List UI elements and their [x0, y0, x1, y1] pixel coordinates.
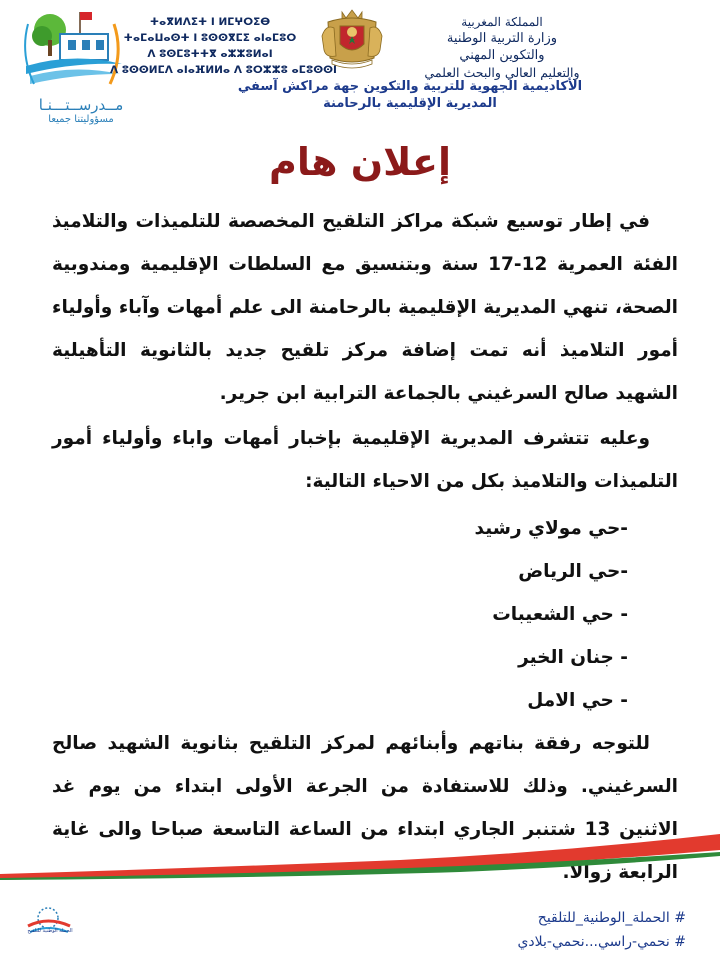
hashtag: # الحملة_الوطنية_للتلقيح	[537, 910, 686, 926]
tifinagh-line: ⵜⴰⴳⵍⴷⵉⵜ ⵏ ⵍⵎⵖⵔⵉⴱ	[149, 16, 271, 28]
intro-paragraph: في إطار توسيع شبكة مراكز التلقيح المخصصة للتلميذات والتلاميذ الفئة العمرية 12-17 سنة وبتنسيق مع السلطات الإقليمية ومندوبية الصحة، تنهي المديرية الإقليمية بالرحامنة الى علم أمهات وآباء وأولياء أمور التلاميذ أنه تمت إضافة مركز تلقيح جديد بالثانوية التأهيلية الشهيد صالح السرغيني بالجماعة الترابية ابن جرير.	[52, 211, 678, 404]
page-title: إعلان هام	[269, 140, 451, 184]
directorate-line: المديرية الإقليمية بالرحامنة	[323, 96, 497, 111]
academy-name	[200, 78, 620, 112]
notice-paragraph: وعليه تتشرف المديرية الإقليمية بإخبار أمهات واباء وأولياء أمور التلميذات والتلاميذ بكل من الاحياء التالية:	[52, 428, 678, 492]
logo-subcaption: مسؤوليتنا جميعا	[48, 114, 114, 125]
ministry-line: والتعليم العالي والبحث العلمي	[424, 65, 580, 80]
list-item: - جنان الخير	[518, 647, 628, 668]
tifinagh-line: ⴷ ⵓⵙⵎⵓⵜⵜⴳ ⴰⵣⵣⵓⵍⴰⵏ	[147, 48, 273, 60]
school-logo-icon	[24, 4, 124, 96]
neighborhood-list	[52, 507, 678, 722]
campaign-hashtags	[426, 906, 686, 954]
decorative-wave	[0, 830, 720, 880]
moroccan-coat-of-arms-icon	[318, 6, 386, 70]
tifinagh-line: ⴷ ⵓⵙⵙⵍⵎⴷ ⴰⵏⴰⴼⵍⵍⴰ ⴷ ⵓⵔⵣⵣⵓ ⴰⵎⵓⵙⵙⵏ	[110, 64, 337, 76]
list-item: - حي الامل	[527, 690, 628, 711]
tifinagh-line: ⵜⴰⵎⴰⵡⴰⵙⵜ ⵏ ⵓⵙⵙⴳⵎⵉ ⴰⵏⴰⵎⵓⵔ	[123, 32, 297, 44]
ministry-name	[402, 14, 602, 81]
announcement-body	[52, 200, 678, 894]
kingdom-name: المملكة المغربية	[461, 15, 543, 29]
vaccination-logo-text: الحملة الوطنية للتلقيح	[27, 928, 73, 934]
list-item: -حي الرياض	[518, 561, 628, 582]
header	[0, 0, 720, 140]
academy-line: الأكاديمية الجهوية للتربية والتكوين جهة مراكش آسفي	[237, 79, 583, 94]
vaccination-campaign-logo-icon	[22, 900, 76, 950]
list-item: -حي مولاي رشيد	[474, 518, 628, 539]
list-item: - حي الشعيبات	[492, 604, 628, 625]
logo-caption: مــدرســتـــنـا	[38, 96, 124, 114]
hashtag: # نحمي-راسي...نحمي-بلادي	[517, 934, 686, 950]
ministry-line: والتكوين المهني	[459, 48, 545, 63]
closing-paragraph: للتوجه رفقة بناتهم وأبنائهم لمركز التلقيح بثانوية الشهيد صالح السرغيني. وذلك للاستفادة من الجرعة الأولى ابتداء من يوم غد الاثنين 13 شتنبر الجاري ابتداء من الساعة التاسعة صباحا والى غاية الرابعة زوالا.	[52, 733, 678, 883]
ministry-line: وزارة التربية الوطنية	[446, 31, 558, 46]
tifinagh-ministry-name	[110, 14, 337, 78]
